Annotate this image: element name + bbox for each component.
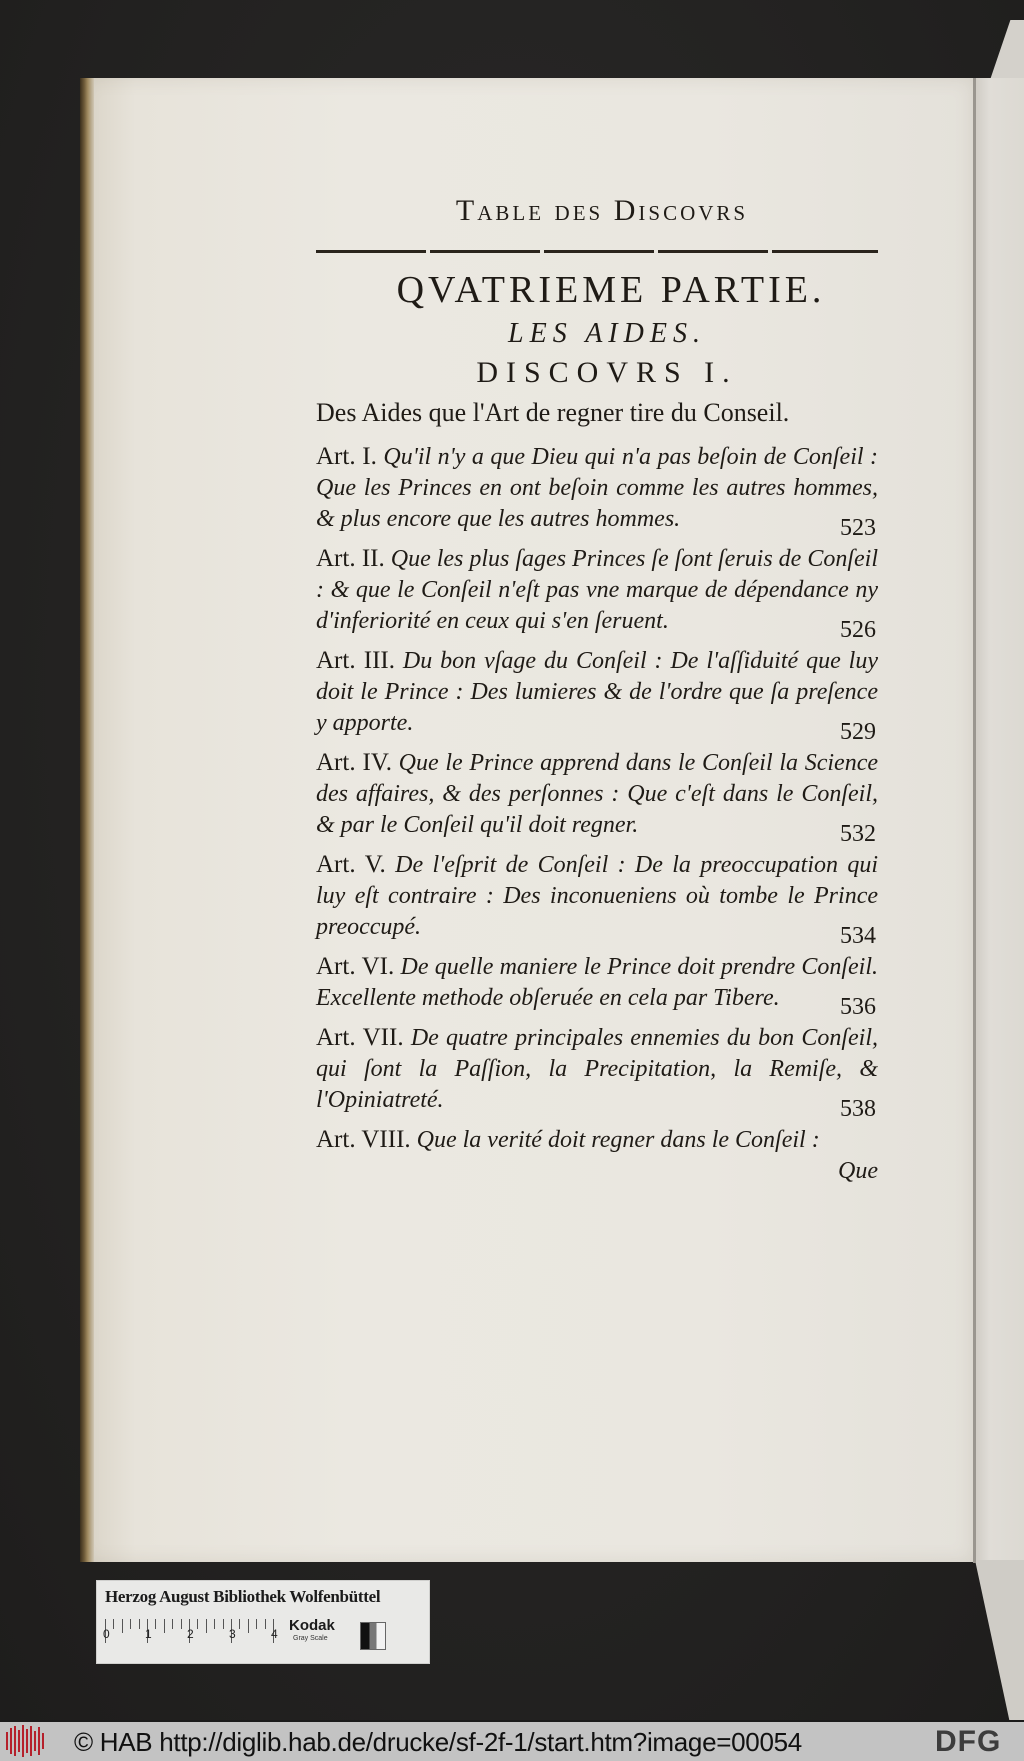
gray-scale-label: Gray Scale	[293, 1635, 328, 1642]
article-label: Art. VII.	[316, 1024, 404, 1051]
article-text: De quelle maniere le Prince doit prendre Conſeil. Excellente methode obſeruée en cela par Tibere.	[316, 954, 878, 1011]
article-entry	[316, 543, 878, 645]
footer-bar	[0, 1720, 1024, 1761]
article-entry	[316, 747, 878, 849]
article-page-number: 529	[840, 719, 876, 745]
ruler-number: 2	[187, 1627, 194, 1641]
discours-title: DISCOVRS I.	[476, 356, 738, 389]
article-text: De l'eſprit de Conſeil : De la preoccupation qui luy eſt contraire : Des inconueniens où tombe le Prince preoccupé.	[316, 852, 878, 940]
ruler-number: 4	[271, 1627, 278, 1641]
gray-scale-swatch	[360, 1622, 386, 1650]
article-page-number: 523	[840, 515, 876, 541]
catchword: Que	[838, 1158, 878, 1184]
ruler-number: 3	[229, 1627, 236, 1641]
color-calibration-strip	[96, 1580, 430, 1664]
article-entry	[316, 1022, 878, 1124]
ruler-number: 1	[145, 1627, 152, 1641]
article-list	[316, 441, 878, 1186]
article-label: Art. VIII.	[316, 1126, 411, 1153]
kodak-brand: Kodak	[289, 1617, 335, 1634]
article-text: Du bon vſage du Conſeil : De l'aſſiduité que luy doit le Prince : Des lumieres & de l'ordre que ſa preſence y apporte.	[316, 648, 878, 736]
article-entry	[316, 849, 878, 951]
leaf-gutter	[973, 78, 976, 1563]
ruler-number: 0	[103, 1627, 110, 1641]
article-text: De quatre principales ennemies du bon Conſeil, qui ſont la Paſſion, la Precipitation, la Remiſe, & l'Opiniatreté.	[316, 1025, 879, 1113]
article-label: Art. V.	[316, 851, 386, 878]
article-text: Que la verité doit regner dans le Conſeil :	[416, 1127, 820, 1153]
article-text: Que les plus ſages Princes ſe ſont ſeruis de Conſeil : & que le Conſeil n'eſt pas vne marque de dépendance ny d'inferiorité en ceux qui s'en ſeruent.	[316, 546, 878, 634]
article-page-number: 526	[840, 617, 876, 643]
article-page-number: 534	[840, 923, 876, 949]
part-title: QVATRIEME PARTIE.	[396, 269, 826, 311]
discours-subtitle: Des Aides que l'Art de regner tire du Conseil.	[316, 398, 790, 427]
running-head: Table des Discovrs	[455, 194, 749, 227]
article-label: Art. III.	[316, 647, 395, 674]
article-text: Que le Prince apprend dans le Conſeil la Science des affaires, & des perſonnes : Que c'eſt dans le Conſeil, & par le Conſeil qu'il doit regner.	[316, 750, 879, 838]
next-leaf	[975, 78, 1024, 1563]
dfg-logo-icon: DFG	[935, 1725, 1002, 1758]
copyright-url[interactable]: © HAB http://diglib.hab.de/drucke/sf-2f-1/start.htm?image=00054	[74, 1727, 802, 1757]
hab-logo-icon	[6, 1725, 46, 1757]
article-label: Art. VI.	[316, 953, 395, 980]
article-entry	[316, 1124, 878, 1156]
article-text: Qu'il n'y a que Dieu qui n'a pas beſoin de Conſeil : Que les Princes en ont beſoin comme les autres hommes, & plus encore que les autres hommes.	[316, 444, 879, 532]
article-page-number: 536	[840, 994, 876, 1020]
article-label: Art. I.	[316, 443, 377, 470]
article-label: Art. II.	[316, 545, 385, 572]
section-title: LES AIDES.	[508, 318, 706, 349]
article-entry	[316, 951, 878, 1022]
page-edge	[80, 78, 94, 1562]
page-content	[316, 190, 878, 1186]
library-name: Herzog August Bibliothek Wolfenbüttel	[105, 1587, 381, 1606]
article-page-number: 538	[840, 1096, 876, 1122]
article-label: Art. IV.	[316, 749, 392, 776]
article-entry	[316, 441, 878, 543]
header-rule	[316, 250, 878, 253]
article-page-number: 532	[840, 821, 876, 847]
article-entry	[316, 645, 878, 747]
